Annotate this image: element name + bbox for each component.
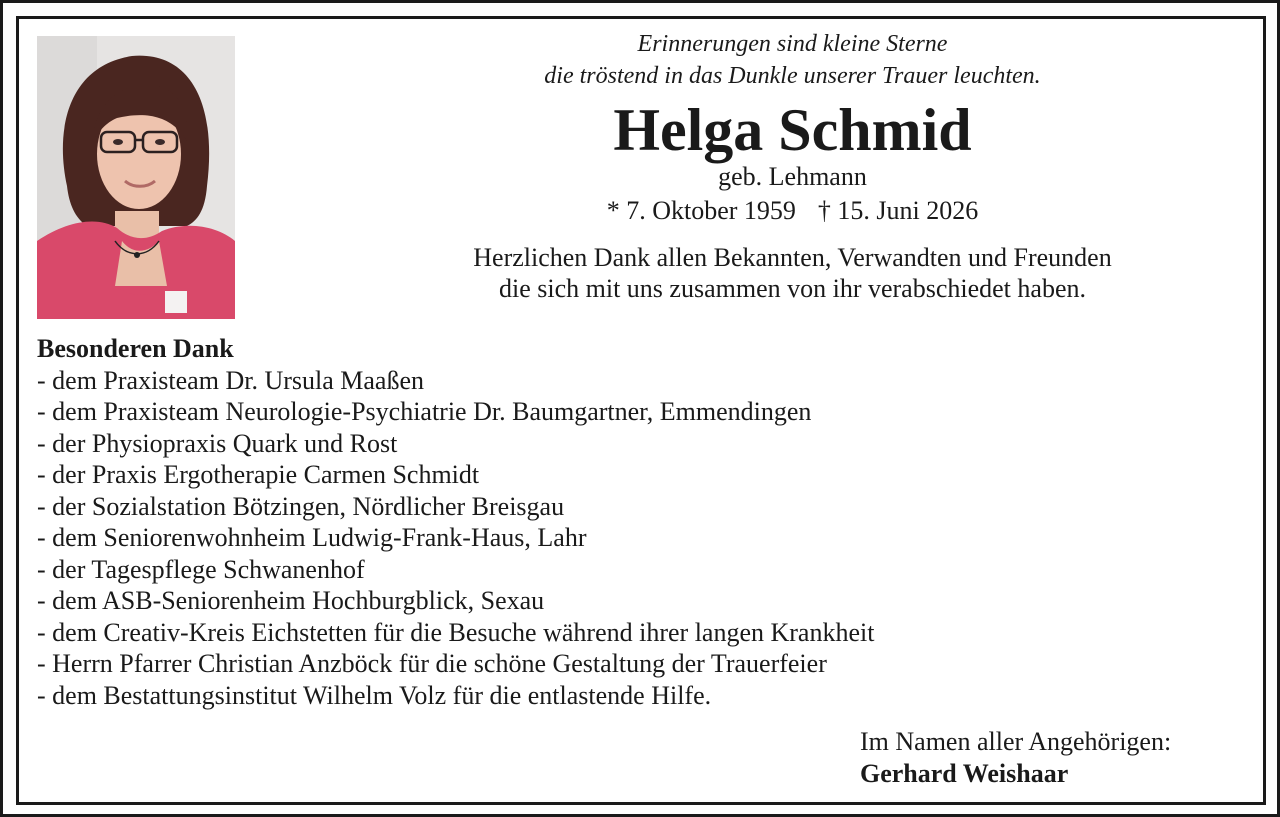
special-thanks-title: Besonderen Dank [37, 334, 234, 363]
list-item: - der Physiopraxis Quark und Rost [37, 428, 398, 458]
header-section [300, 28, 1280, 304]
list-item: - der Sozialstation Bötzingen, Nördlicher Breisgau [37, 491, 565, 521]
death-date: † 15. Juni 2026 [817, 196, 979, 225]
list-item: - dem Seniorenwohnheim Ludwig-Frank-Haus, Lahr [37, 523, 587, 552]
list-item: - dem Praxisteam Neurologie-Psychiatrie Dr. Baumgartner, Emmendingen [37, 397, 812, 426]
poem-line-1: Erinnerungen sind kleine Sterne [637, 31, 948, 57]
deceased-name: Helga Schmid [613, 97, 972, 163]
portrait-photo [37, 36, 235, 319]
list-item: - der Tagespflege Schwanenhof [37, 554, 365, 584]
signature-name: Gerhard Weishaar [860, 759, 1069, 788]
signature-block [860, 726, 1171, 790]
list-item: - dem Bestattungsinstitut Wilhelm Volz für die entlastende Hilfe. [37, 680, 712, 710]
birth-date: * 7. Oktober 1959 [606, 196, 796, 225]
life-dates [300, 194, 1280, 228]
list-item: - dem ASB-Seniorenheim Hochburgblick, Sexau [37, 586, 545, 615]
poem-line-2: die tröstend in das Dunkle unserer Trauer leuchten. [544, 63, 1041, 89]
maiden-name: geb. Lehmann [718, 162, 867, 191]
poem [300, 28, 1280, 92]
list-item: - dem Creativ-Kreis Eichstetten für die Besuche während ihrer langen Krankheit [37, 617, 875, 647]
list-item: - Herrn Pfarrer Christian Anzböck für die schöne Gestaltung der Trauerfeier [37, 649, 827, 678]
list-item: - dem Praxisteam Dr. Ursula Maaßen [37, 365, 425, 395]
thanks-line-1: Herzlichen Dank allen Bekannten, Verwandten und Freunden [473, 243, 1112, 272]
thanks-message [300, 242, 1280, 304]
special-thanks-section [37, 333, 1237, 711]
signature-line: Im Namen aller Angehörigen: [860, 727, 1172, 756]
thanks-line-2: die sich mit uns zusammen von ihr verabschiedet haben. [498, 274, 1086, 303]
list-item: - der Praxis Ergotherapie Carmen Schmidt [37, 460, 480, 489]
